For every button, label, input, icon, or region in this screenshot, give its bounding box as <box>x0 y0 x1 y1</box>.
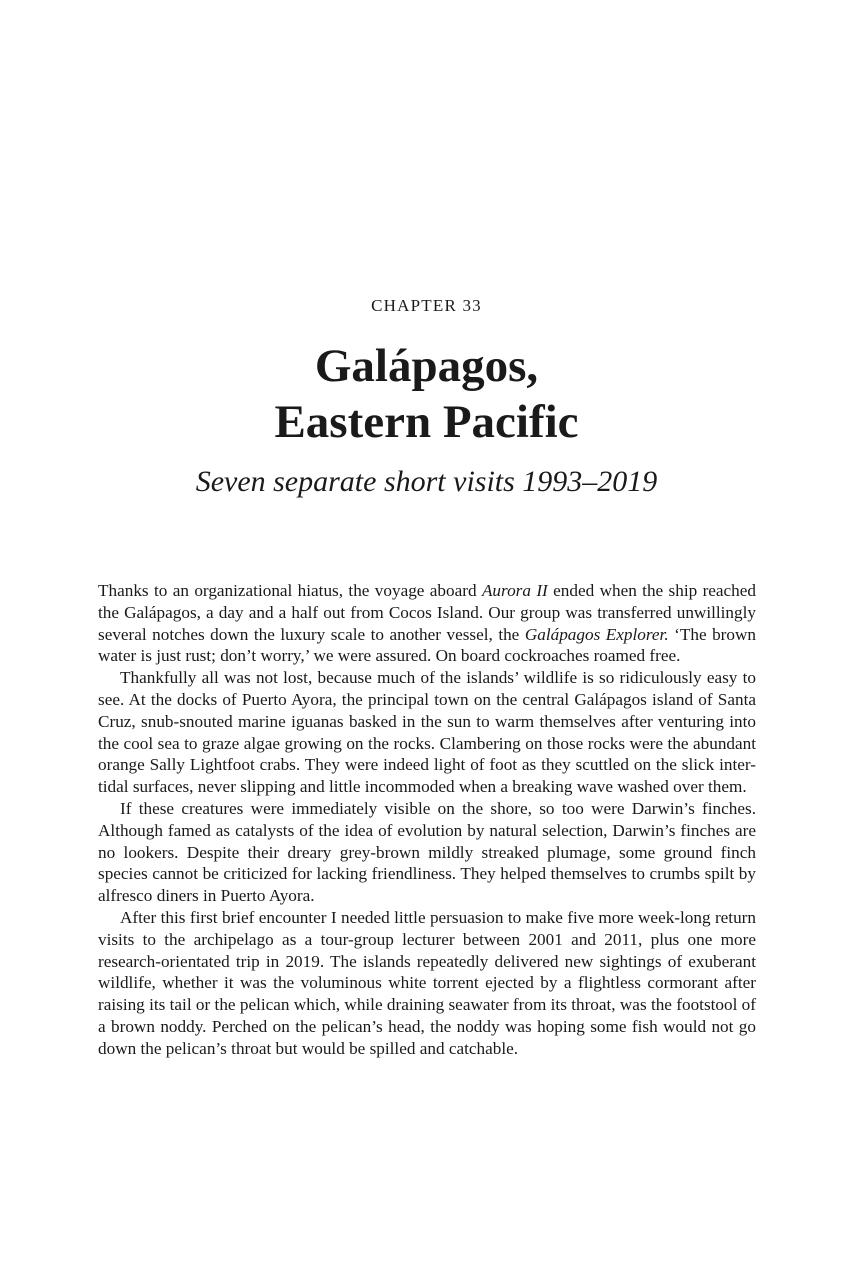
paragraph-4: After this first brief encounter I needed little persuasion to make five more week-long return visits to the archipelago as a tour-group lecturer between 2001 and 2011, plus one more research-orientated trip in 2019. The islands repeatedly delivered new sightings of exuberant wildlife, whether it was the voluminous white torrent ejected by a flightless cormorant after raising its tail or the pelican which, while draining seawater from its throat, was the footstool of a brown noddy. Perched on the pelican’s head, the noddy was hoping some fish would not go down the pelican’s throat but would be spilled and catchable. <box>98 907 756 1058</box>
chapter-title-line-2: Eastern Pacific <box>274 396 579 448</box>
ship-name-explorer: Galápagos Explorer. <box>524 624 669 644</box>
chapter-title-line-1: Galápagos, <box>314 340 539 392</box>
paragraph-3: If these creatures were immediately visible on the shore, so too were Darwin’s finches. Although famed as catalysts of the idea of evolution by natural selection, Darwin’s finches are no lookers. Despite their dreary grey-brown mildly streaked plumage, some ground finch species cannot be criticized for lacking friendliness. They helped themselves to crumbs spilt by alfresco diners in Puerto Ayora. <box>98 798 756 906</box>
chapter-subtitle: Seven separate short visits 1993–2019 <box>195 465 658 498</box>
paragraph-1-text-a: Thanks to an organizational hiatus, the voyage aboard <box>98 581 482 600</box>
chapter-title <box>0 338 853 450</box>
paragraph-1-text-b: ended when the ship reached the Galápagos, a day and a half out from Cocos Island. Our group was transferred unwillingly several notches down the luxury scale to another vessel, the <box>98 581 756 644</box>
paragraph-1-text-c: ‘The brown water is just rust; don’t worry,’ we were assured. On board cockroaches roamed free. <box>98 624 756 666</box>
ship-name-aurora: Aurora II <box>481 581 548 600</box>
chapter-number: CHAPTER 33 <box>371 296 482 315</box>
chapter-body <box>98 580 756 1060</box>
paragraph-1 <box>98 580 756 667</box>
paragraph-2: Thankfully all was not lost, because much of the islands’ wildlife is so ridiculously easy to see. At the docks of Puerto Ayora, the principal town on the central Galápagos island of Santa Cruz, snub-snouted marine iguanas basked in the sun to warm themselves after venturing into the cool sea to graze algae growing on the rocks. Clambering on those rocks were the abundant orange Sally Lightfoot crabs. They were indeed light of foot as they scuttled on the slick inter-tidal surfaces, never slipping and little incommoded when a breaking wave washed over them. <box>98 668 756 797</box>
